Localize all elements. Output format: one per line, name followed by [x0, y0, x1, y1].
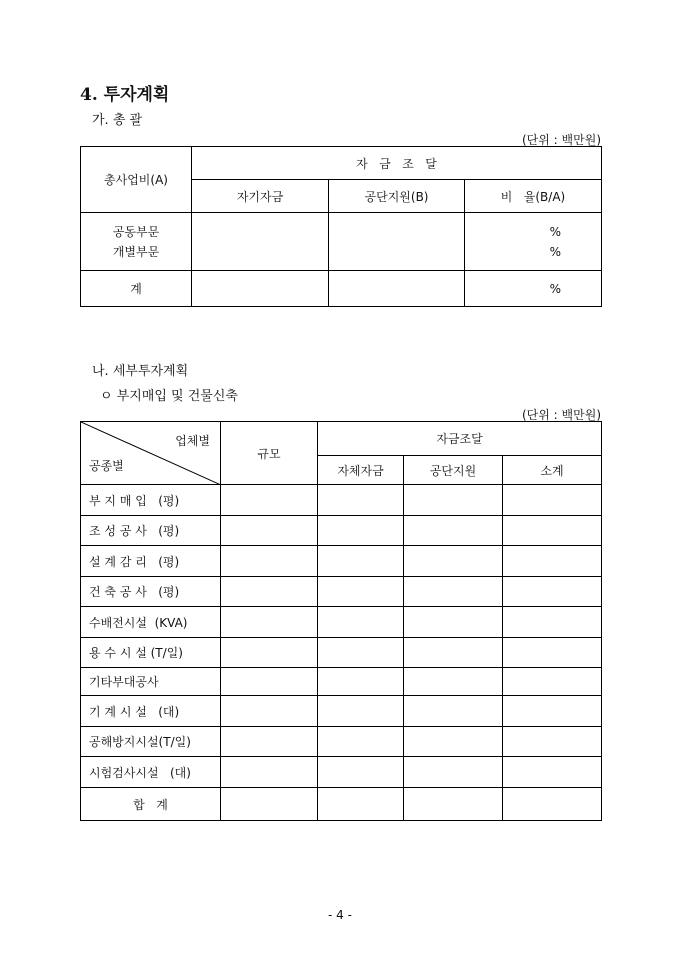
individual-sector-label: 개별부문 [112, 244, 160, 259]
subtotal-header: 소계 [503, 456, 602, 485]
row-label: 조 성 공 사 (평) [81, 516, 221, 546]
ratio-header: 비 율(B/A) [465, 180, 602, 213]
cell [503, 727, 602, 757]
row-label: 공해방지시설(T/일) [81, 727, 221, 757]
cell [192, 271, 329, 307]
row-label: 시험검사시설 (대) [81, 757, 221, 788]
section-a-title: 가. 총 괄 [92, 113, 143, 128]
table-row [81, 757, 602, 788]
funding-header: 자 금 조 달 [192, 147, 602, 180]
cell [503, 546, 602, 577]
table-row [81, 696, 602, 727]
cell [318, 638, 404, 668]
cell [503, 638, 602, 668]
cell [503, 485, 602, 516]
page-number: - 4 - [328, 908, 352, 922]
ratio-cells [465, 213, 602, 271]
cell [404, 696, 503, 727]
section-b-subtitle: ㅇ 부지매입 및 건물신축 [100, 389, 238, 404]
row-label: 건 축 공 사 (평) [81, 577, 221, 607]
row-label: 수배전시설 (KVA) [81, 607, 221, 638]
cell [221, 577, 318, 607]
detail-table [80, 421, 602, 821]
by-company-label: 업체별 [175, 434, 210, 448]
cell [404, 546, 503, 577]
funding-header: 자금조달 [318, 422, 602, 456]
cell [221, 757, 318, 788]
table-row [81, 485, 602, 516]
cell [404, 577, 503, 607]
cell [221, 607, 318, 638]
gov-support-header: 공단지원 [404, 456, 503, 485]
cell [329, 213, 465, 271]
cell [221, 485, 318, 516]
cell [404, 788, 503, 821]
table-row [81, 546, 602, 577]
row-label: 용 수 시 설 (T/일) [81, 638, 221, 668]
cell [329, 271, 465, 307]
cell [221, 668, 318, 696]
total-cost-header: 총사업비(A) [81, 147, 192, 213]
cell [221, 546, 318, 577]
cell [503, 757, 602, 788]
cell [318, 577, 404, 607]
cell [192, 213, 329, 271]
cell [503, 788, 602, 821]
cell [404, 516, 503, 546]
cell [221, 638, 318, 668]
by-type-label: 공종별 [89, 459, 124, 473]
table-row [81, 577, 602, 607]
percent-sign: % [549, 244, 561, 259]
table-row [81, 516, 602, 546]
table-row [81, 607, 602, 638]
cell [221, 696, 318, 727]
cell [503, 577, 602, 607]
section-b-title: 나. 세부투자계획 [92, 364, 189, 379]
cell [221, 516, 318, 546]
cell [503, 516, 602, 546]
cell [318, 668, 404, 696]
cell [404, 757, 503, 788]
gov-support-header: 공단지원(B) [329, 180, 465, 213]
cell [318, 696, 404, 727]
row-label: 기 계 시 설 (대) [81, 696, 221, 727]
diagonal-header-cell [81, 422, 221, 485]
table-row [81, 668, 602, 696]
section-b-unit: (단위 : 백만원) [522, 408, 601, 422]
cell [318, 788, 404, 821]
cell [318, 485, 404, 516]
cell [318, 607, 404, 638]
cell [503, 696, 602, 727]
cell [503, 607, 602, 638]
cell [503, 668, 602, 696]
cell [318, 727, 404, 757]
cell [221, 727, 318, 757]
cell [318, 546, 404, 577]
cell [318, 516, 404, 546]
cell [404, 638, 503, 668]
scale-header: 규모 [221, 422, 318, 485]
total-row-label: 합 계 [81, 788, 221, 821]
cell [404, 727, 503, 757]
row-label: 기타부대공사 [81, 668, 221, 696]
row-label: 부 지 매 입 (평) [81, 485, 221, 516]
table-row [81, 638, 602, 668]
total-row-label: 계 [81, 271, 192, 307]
cell [404, 485, 503, 516]
summary-table [80, 146, 602, 307]
cell [404, 607, 503, 638]
percent-sign: % [549, 224, 561, 239]
cell [221, 788, 318, 821]
sector-labels [81, 213, 192, 271]
section-heading: 4. 투자계획 [80, 85, 170, 105]
self-funds-header: 자체자금 [318, 456, 404, 485]
table-row [81, 727, 602, 757]
own-funds-header: 자기자금 [192, 180, 329, 213]
percent-sign: % [465, 271, 602, 307]
section-a-unit: (단위 : 백만원) [522, 133, 601, 147]
cell [318, 757, 404, 788]
row-label: 설 계 감 리 (평) [81, 546, 221, 577]
common-sector-label: 공동부문 [112, 224, 160, 239]
cell [404, 668, 503, 696]
